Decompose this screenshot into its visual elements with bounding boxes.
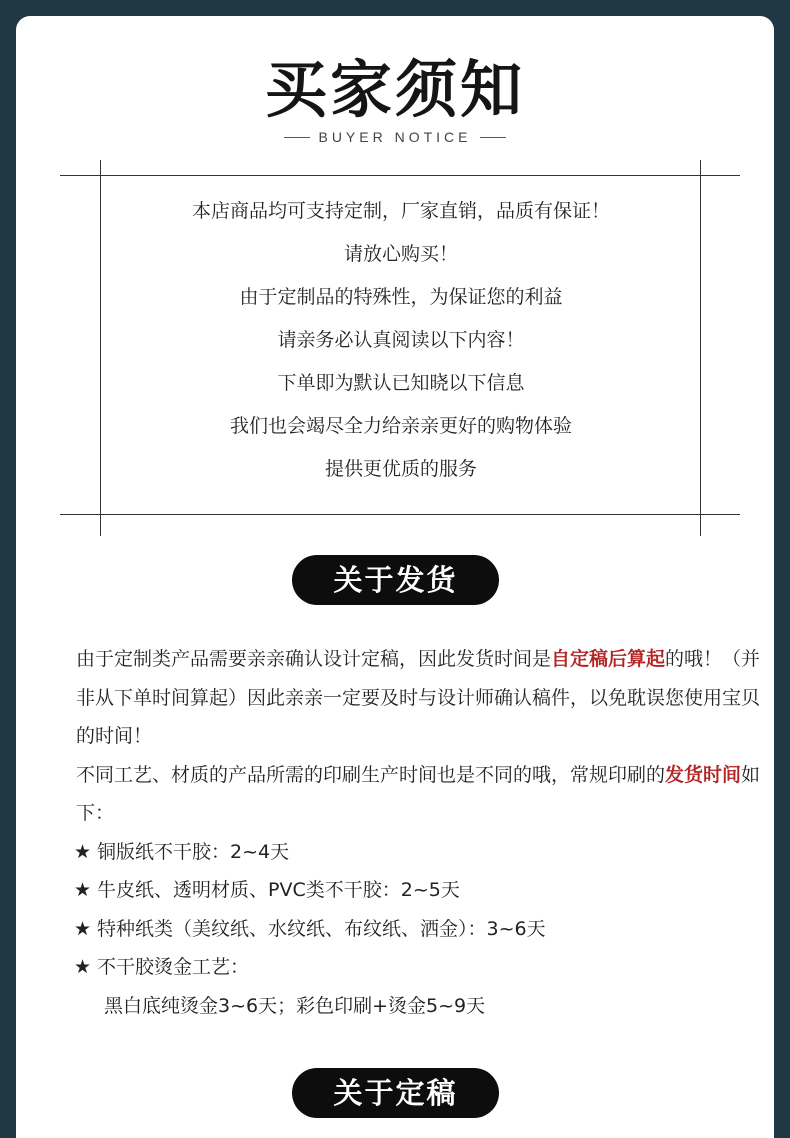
list-sub-item: 黑白底纯烫金3~6天；彩色印刷+烫金5~9天 xyxy=(104,994,486,1017)
star-icon: ★ xyxy=(74,879,92,901)
notice-line: 由于定制品的特殊性，为保证您的利益 xyxy=(239,286,563,308)
shipping-paragraph-2 xyxy=(38,756,768,833)
notice-line: 我们也会竭尽全力给亲亲更好的购物体验 xyxy=(229,415,572,437)
shipping-para2-text-b: 如下： xyxy=(76,763,761,824)
shipping-para2-highlight: 发货时间 xyxy=(665,763,742,786)
list-item-text: 铜版纸不干胶：2~4天 xyxy=(97,840,290,863)
star-icon: ★ xyxy=(74,917,92,940)
shipping-section xyxy=(38,640,768,1025)
list-item xyxy=(38,948,768,987)
frame-top-line xyxy=(60,175,740,176)
notice-line: 提供更优质的服务 xyxy=(324,458,477,480)
shipping-para2-text-a: 不同工艺、材质的产品所需的印刷生产时间也是不同的哦，常规印刷的 xyxy=(76,763,666,786)
list-item xyxy=(38,833,768,872)
notice-line: 请放心购买！ xyxy=(343,243,458,265)
subtitle-divider-left xyxy=(284,137,310,138)
notice-box xyxy=(101,190,701,491)
page-title: 买家须知 xyxy=(264,53,525,126)
star-icon: ★ xyxy=(74,956,92,978)
shipping-para1-highlight: 自定稿后算起 xyxy=(551,648,666,670)
list-item-text: 牛皮纸、透明材质、PVC类不干胶：2~5天 xyxy=(97,879,460,901)
notice-line: 下单即为默认已知晓以下信息 xyxy=(277,372,525,394)
frame-bottom-line xyxy=(60,514,740,515)
subtitle-row xyxy=(0,129,790,145)
list-item xyxy=(38,871,768,910)
notice-line: 请亲务必认真阅读以下内容！ xyxy=(277,329,525,351)
list-item xyxy=(38,910,768,949)
page-subtitle: BUYER NOTICE xyxy=(318,129,472,145)
list-item-text: 不干胶烫金工艺： xyxy=(97,956,250,978)
shipping-para1-text-b: 的哦！（并非从下单时间算起）因此亲亲一定要及时与设计师确认稿件，以免耽误您使用宝贝的时间！ xyxy=(76,648,761,747)
subtitle-divider-right xyxy=(480,137,506,138)
shipping-paragraph-1 xyxy=(38,640,768,756)
shipping-para1-text-a: 由于定制类产品需要亲亲确认设计定稿，因此发货时间是 xyxy=(76,648,552,670)
notice-line: 本店商品均可支持定制，厂家直销，品质有保证！ xyxy=(191,200,610,222)
list-item-text: 特种纸类（美纹纸、水纹纸、布纹纸、洒金）：3~6天 xyxy=(97,917,546,940)
star-icon: ★ xyxy=(74,840,92,863)
shipping-heading: 关于发货 xyxy=(292,555,499,605)
draft-heading: 关于定稿 xyxy=(292,1068,499,1118)
